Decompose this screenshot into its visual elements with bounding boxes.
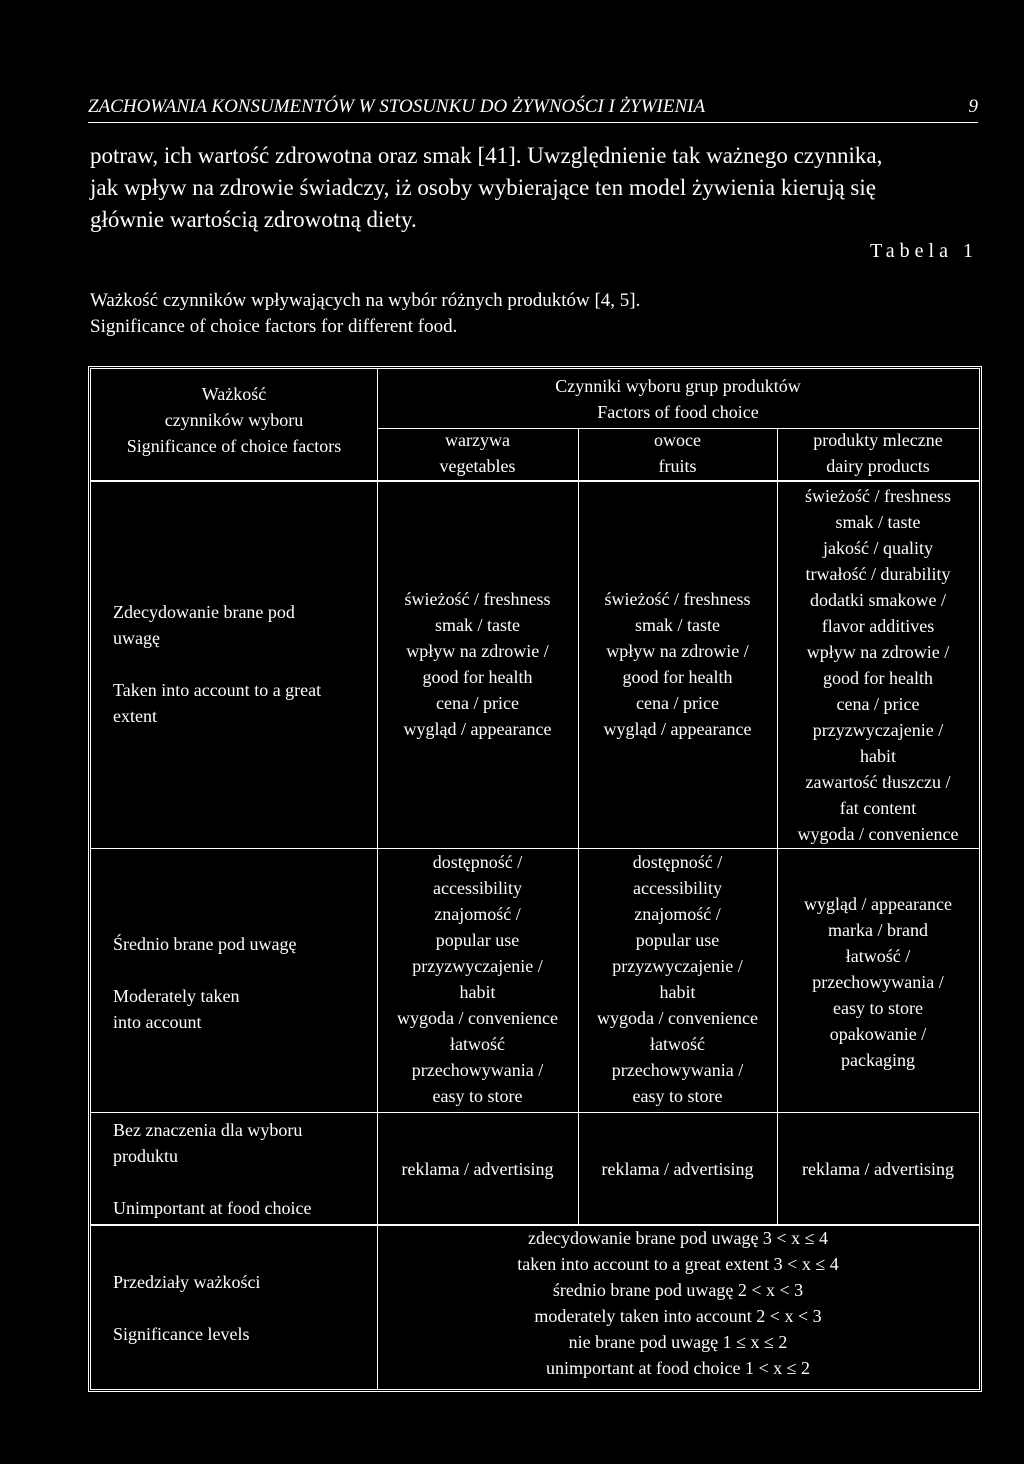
cell-line: Significance of choice factors (126, 436, 342, 456)
cell-line: dostępność / (432, 852, 523, 872)
cell-line: łatwość (650, 1034, 705, 1054)
cell-line: zawartość tłuszczu / (805, 772, 951, 792)
cell-line: przyzwyczajenie / (612, 956, 743, 976)
cell-line: świeżość / freshness (604, 589, 751, 609)
body-paragraph (90, 140, 980, 236)
cell-fruits-moderate (578, 849, 777, 1109)
cell-line: wpływ na zdrowie / (606, 641, 749, 661)
cell-line: extent (113, 706, 157, 726)
cell-line: accessibility (633, 878, 722, 898)
cell-line: popular use (635, 930, 720, 950)
cell-line: jakość / quality (823, 538, 933, 558)
table-number: Tabela 1 (869, 240, 978, 262)
cell-line: wpływ na zdrowie / (806, 642, 950, 662)
cell-line: wygoda / convenience (597, 1008, 758, 1028)
cell-line (113, 1169, 373, 1195)
cell-line: Bez znaczenia dla wyboru (113, 1120, 303, 1140)
cell-line: Średnio brane pod uwagę (113, 934, 297, 954)
paragraph-line: głównie wartością zdrowotną diety. (90, 207, 417, 232)
cell-line: dodatki smakowe / (810, 590, 946, 610)
cell-line: Przedziały ważkości (113, 1272, 261, 1292)
caption-pl: Ważkość czynników wpływających na wybór różnych produktów [4, 5]. (90, 290, 641, 311)
cell-line: Moderately taken (113, 986, 240, 1006)
cell-line: opakowanie / (829, 1024, 927, 1044)
cell-line: cena / price (836, 694, 920, 714)
significance-levels (377, 1225, 979, 1381)
cell-line: moderately taken into account 2 < x < 3 (534, 1306, 822, 1326)
table-hline (91, 480, 979, 482)
cell-fruits-unimportant: reklama / advertising (601, 1159, 754, 1179)
cell-line: czynników wyboru (164, 410, 304, 430)
cell-line: marka / brand (828, 920, 928, 940)
cell-fruits-great (578, 586, 777, 742)
cell-line: easy to store (833, 998, 923, 1018)
cell-line: znajomość / (434, 904, 521, 924)
cell-line: smak / taste (635, 615, 720, 635)
cell-line: trwałość / durability (805, 564, 951, 584)
cell-line: warzywa (445, 430, 510, 450)
cell-dairy-moderate (777, 891, 979, 1073)
cell-line: świeżość / freshness (404, 589, 551, 609)
cell-line: fat content (839, 798, 917, 818)
cell-line: wygoda / convenience (397, 1008, 558, 1028)
cell-dairy-unimportant: reklama / advertising (802, 1159, 954, 1179)
cell-line: przechowywania / (411, 1060, 544, 1080)
cell-line: easy to store (432, 1086, 523, 1106)
cell-dairy-great (777, 483, 979, 847)
group-header-cell (377, 373, 979, 425)
row-label-levels (113, 1269, 373, 1347)
caption-en: Significance of choice factors for different food. (90, 316, 458, 337)
cell-line (113, 957, 373, 983)
cell-line: popular use (435, 930, 520, 950)
cell-line: Zdecydowanie brane pod (113, 602, 295, 622)
cell-line: przyzwyczajenie / (412, 956, 543, 976)
running-header (88, 96, 978, 123)
table-hline (91, 1112, 979, 1113)
cell-line: habit (860, 746, 896, 766)
cell-line: wygląd / appearance (603, 719, 752, 739)
cell-line: into account (113, 1012, 202, 1032)
row-label-unimportant (113, 1117, 373, 1221)
running-title: ZACHOWANIA KONSUMENTÓW W STOSUNKU DO ŻYWNOŚCI I ŻYWIENIA (88, 96, 706, 117)
cell-line: smak / taste (835, 512, 921, 532)
cell-line: uwagę (113, 628, 160, 648)
cell-line: habit (659, 982, 696, 1002)
cell-line: good for health (422, 667, 533, 687)
cell-line: nie brane pod uwagę 1 ≤ x ≤ 2 (568, 1332, 788, 1352)
cell-line: Taken into account to a great (113, 680, 322, 700)
cell-line: easy to store (632, 1086, 723, 1106)
row-header-cell (91, 381, 377, 459)
cell-vegetables-unimportant: reklama / advertising (401, 1159, 554, 1179)
cell-line: wygląd / appearance (804, 894, 952, 914)
cell-line (113, 1295, 373, 1321)
table-caption (90, 288, 980, 340)
cell-line: dostępność / (632, 852, 723, 872)
cell-line: vegetables (439, 456, 516, 476)
cell-line: przechowywania / (611, 1060, 744, 1080)
factors-table (88, 366, 982, 1392)
row-label-great-extent (113, 599, 373, 729)
cell-line: cena / price (436, 693, 519, 713)
cell-line: unimportant at food choice 1 < x ≤ 2 (546, 1358, 810, 1378)
cell-line: Unimportant at food choice (113, 1198, 312, 1218)
cell-vegetables-moderate (377, 849, 578, 1109)
cell-line: produktu (113, 1146, 178, 1166)
cell-line: taken into account to a great extent 3 < x ≤ 4 (517, 1254, 839, 1274)
cell-line: zdecydowanie brane pod uwagę 3 < x ≤ 4 (528, 1228, 828, 1248)
column-header-fruits (578, 427, 777, 479)
paragraph-line: potraw, ich wartość zdrowotna oraz smak [41]. Uwzględnienie tak ważnego czynnika, (90, 143, 883, 168)
cell-line: good for health (622, 667, 733, 687)
paragraph-line: jak wpływ na zdrowie świadczy, iż osoby wybierające ten model żywienia kierują się (90, 175, 876, 200)
cell-line: fruits (658, 456, 697, 476)
cell-line: packaging (841, 1050, 915, 1070)
cell-line: habit (459, 982, 496, 1002)
cell-line: średnio brane pod uwagę 2 < x < 3 (552, 1280, 804, 1300)
page-number: 9 (968, 96, 978, 117)
row-label-moderately (113, 931, 373, 1035)
column-header-dairy (777, 427, 979, 479)
cell-line: accessibility (433, 878, 522, 898)
cell-line: cena / price (636, 693, 719, 713)
cell-line: przechowywania / (812, 972, 944, 992)
cell-line: łatwość (450, 1034, 505, 1054)
cell-line: przyzwyczajenie / (812, 720, 944, 740)
cell-line: good for health (823, 668, 933, 688)
cell-line (113, 651, 373, 677)
cell-line: smak / taste (435, 615, 520, 635)
cell-vegetables-great (377, 586, 578, 742)
cell-line: wygoda / convenience (797, 824, 959, 844)
cell-line: produkty mleczne (813, 430, 943, 450)
cell-line: Factors of food choice (597, 402, 759, 422)
cell-line: świeżość / freshness (805, 486, 951, 506)
cell-line: wygląd / appearance (403, 719, 552, 739)
cell-line: znajomość / (634, 904, 721, 924)
cell-line: owoce (654, 430, 701, 450)
cell-line: Czynniki wyboru grup produktów (555, 376, 801, 396)
cell-line: flavor additives (821, 616, 935, 636)
cell-line: Ważkość (201, 384, 267, 404)
cell-line: łatwość / (845, 946, 911, 966)
cell-line: Significance levels (113, 1324, 250, 1344)
cell-line: wpływ na zdrowie / (406, 641, 549, 661)
cell-line: dairy products (826, 456, 930, 476)
column-header-vegetables (377, 427, 578, 479)
